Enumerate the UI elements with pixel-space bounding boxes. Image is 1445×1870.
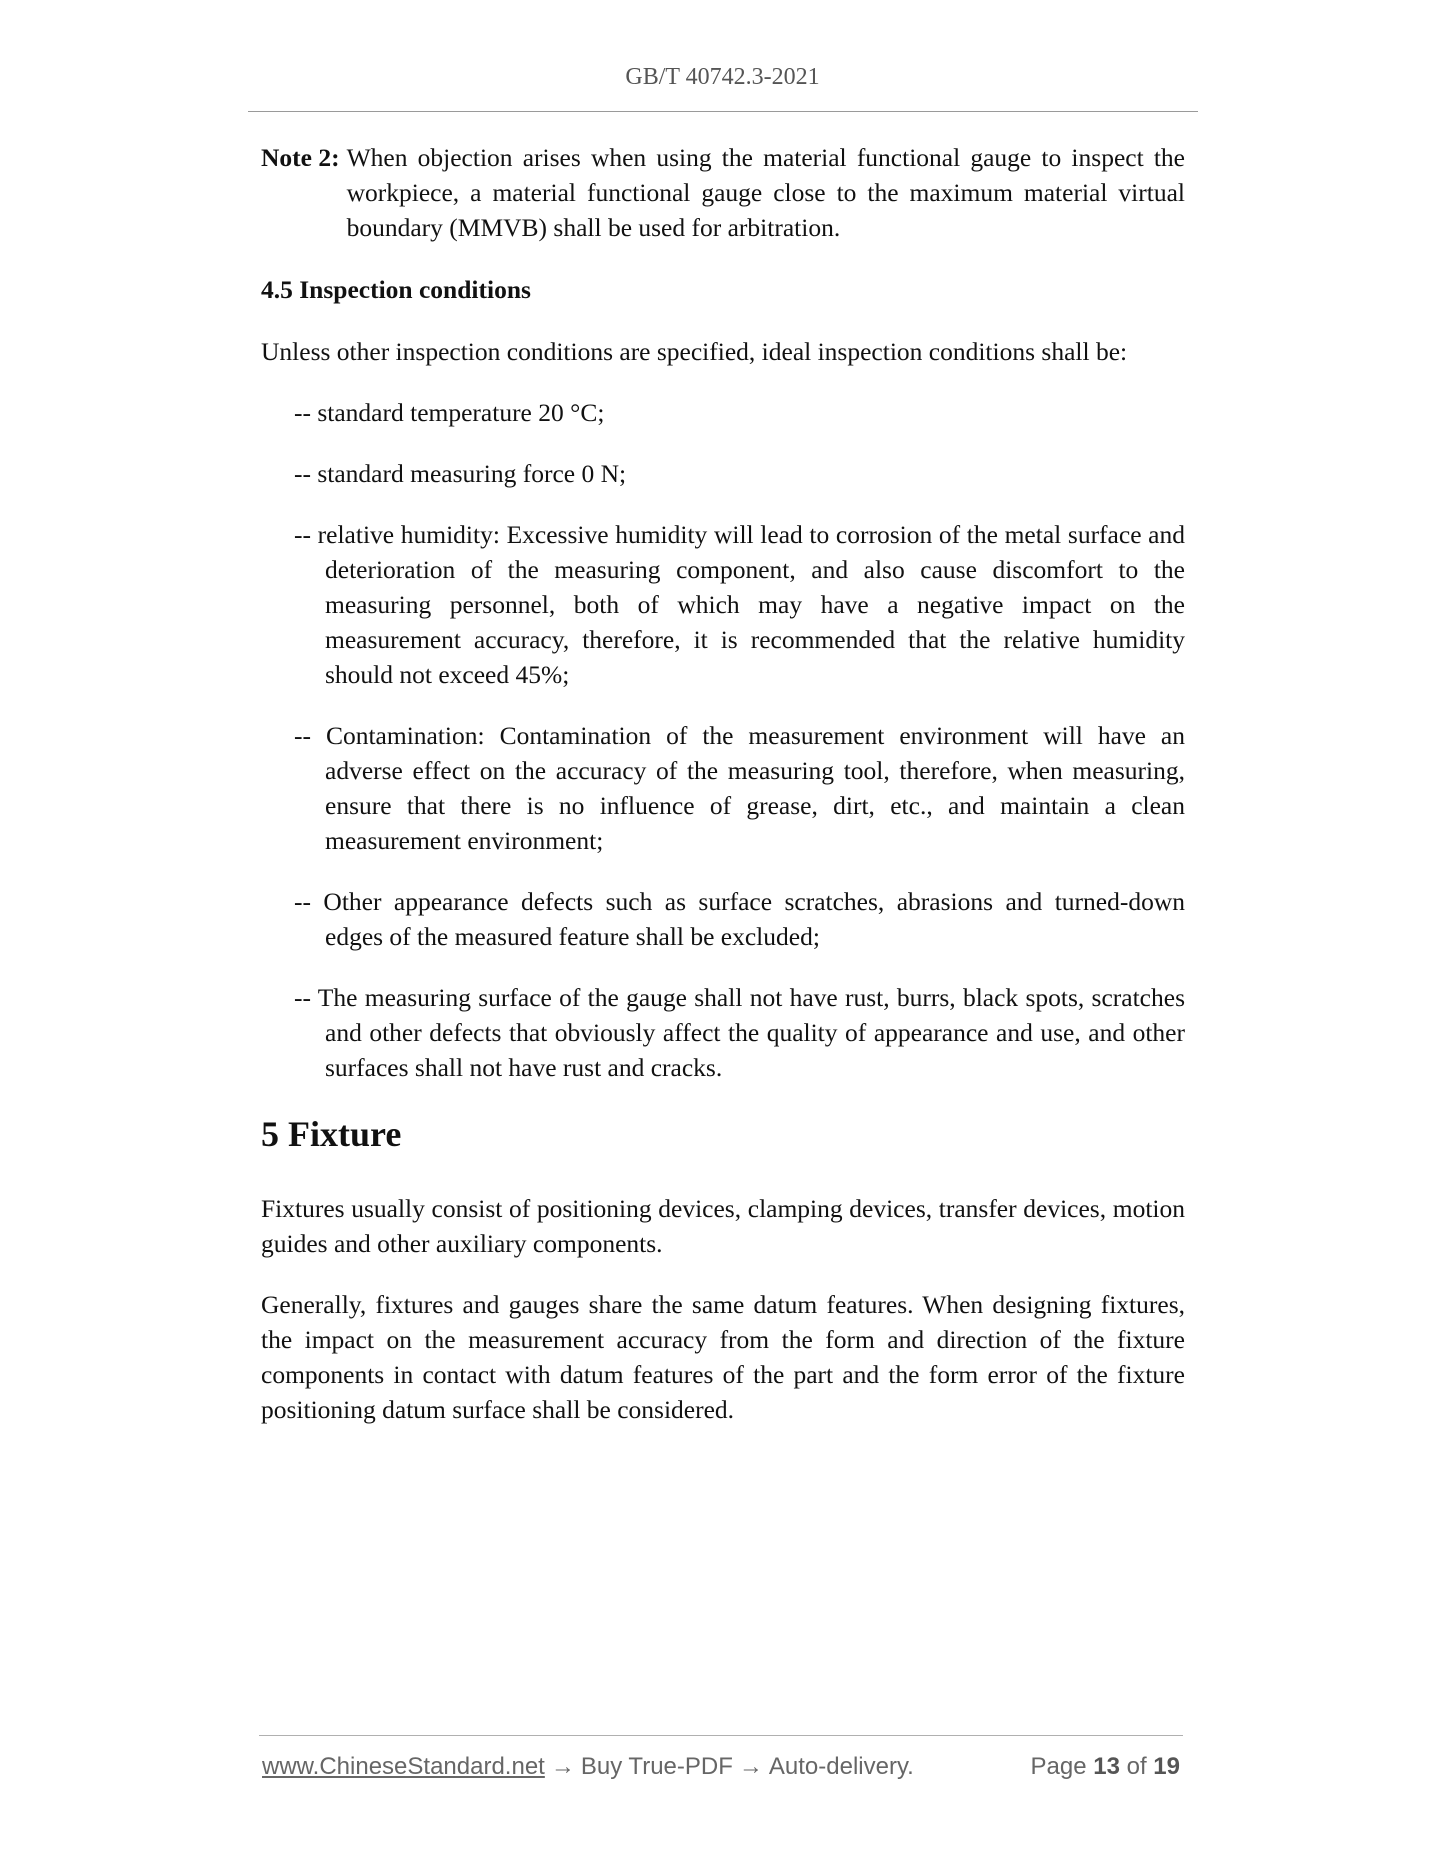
total-page-number: 19: [1153, 1753, 1180, 1780]
section-5-heading: 5 Fixture: [261, 1114, 402, 1154]
header-divider: [248, 111, 1198, 112]
page-indicator: [1031, 1753, 1181, 1781]
footer-promo: [262, 1753, 914, 1781]
arrow-right-icon: →: [738, 1753, 763, 1780]
list-item: -- standard temperature 20 °C;: [294, 398, 605, 427]
auto-delivery-text: Auto-delivery.: [768, 1753, 914, 1780]
document-body: [261, 140, 1185, 1453]
section-4-5-heading: 4.5 Inspection conditions: [261, 275, 531, 304]
buy-pdf-text: Buy True-PDF: [580, 1753, 733, 1780]
note-2: [261, 140, 1185, 245]
footer-divider: [259, 1735, 1183, 1736]
arrow-right-icon: →: [550, 1753, 575, 1780]
section-5-paragraph: Fixtures usually consist of positioning devices, clamping devices, transfer devices, motion guides and other auxiliary components.: [261, 1194, 1185, 1258]
current-page-number: 13: [1093, 1753, 1120, 1780]
section-5-paragraph: Generally, fixtures and gauges share the same datum features. When designing fixtures, the impact on the measurement accuracy from the form and direction of the fixture components in contact with datum features of the part and the form error of the fixture positioning datum surface shall be considered.: [261, 1290, 1185, 1424]
note-label: Note 2:: [261, 143, 340, 172]
of-label: of: [1126, 1753, 1147, 1780]
list-item: -- The measuring surface of the gauge shall not have rust, burrs, black spots, scratches and other defects that obviously affect the quality of appearance and use, and other surfaces shall not have rust and cracks.: [294, 983, 1185, 1082]
page-footer: [262, 1753, 1180, 1787]
list-item: -- Other appearance defects such as surface scratches, abrasions and turned-down edges of the measured feature shall be excluded;: [294, 887, 1185, 951]
list-item: -- relative humidity: Excessive humidity will lead to corrosion of the metal surface and deterioration of the measuring component, and also cause discomfort to the measuring personnel, both of which may have a negative impact on the measurement accuracy, therefore, it is recommended that the relative humidity should not exceed 45%;: [294, 520, 1185, 689]
page-label: Page: [1030, 1753, 1087, 1780]
document-header: GB/T 40742.3-2021: [625, 64, 820, 90]
list-item: -- standard measuring force 0 N;: [294, 459, 627, 488]
list-item: -- Contamination: Contamination of the measurement environment will have an adverse effect on the accuracy of the measuring tool, therefore, when measuring, ensure that there is no influence of grease, dirt, etc., and maintain a clean measurement environment;: [294, 721, 1185, 855]
section-4-5-intro: Unless other inspection conditions are specified, ideal inspection conditions shall be:: [261, 337, 1128, 366]
note-text: When objection arises when using the material functional gauge to inspect the workpiece, a material functional gauge close to the maximum material virtual boundary (MMVB) shall be used for arbitration.: [346, 143, 1185, 242]
website-link[interactable]: www.ChineseStandard.net: [262, 1753, 545, 1780]
